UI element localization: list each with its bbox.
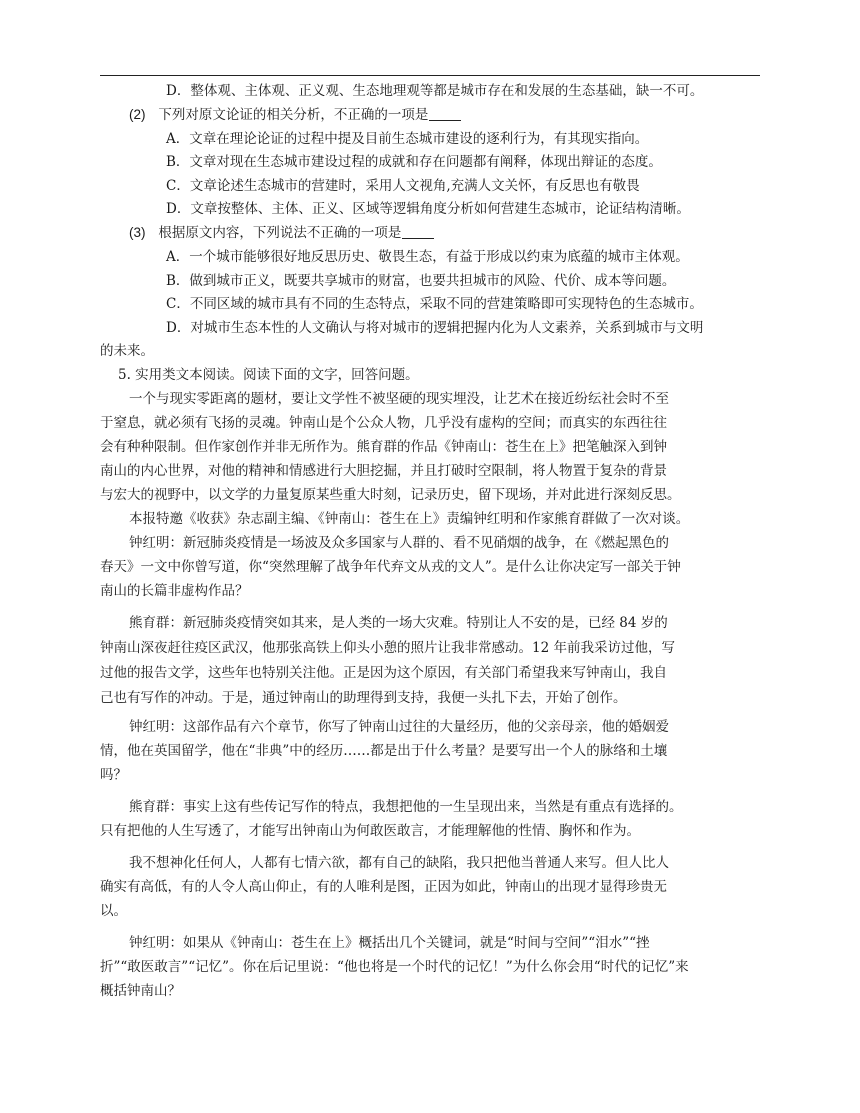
question-2-number: (2)	[129, 107, 146, 122]
section-5-heading: 5. 实用类文本阅读。阅读下面的文字，回答问题。	[118, 367, 419, 383]
question-3-number: (3)	[129, 225, 146, 240]
paragraph-line: 熊育群：新冠肺炎疫情突如其来，是人类的一场大灾难。特别让人不安的是，已经 84 岁的	[129, 615, 668, 631]
question-3-stem: 根据原文内容，下列说法不正确的一项是	[158, 225, 402, 241]
answer-blank	[402, 224, 434, 239]
paragraph-line: 折”“敢医敢言”“记忆”。你在后记里说：“他也将是一个时代的记忆！”为什么你会用“时代的记忆”来	[100, 959, 689, 975]
paragraph-line: 确实有高低，有的人令人高山仰止，有的人唯利是图，正因为如此，钟南山的出现才显得珍贵无	[100, 879, 667, 895]
paragraph-line: 概括钟南山？	[100, 983, 181, 999]
q1-option-d: D．整体观、主体观、正义观、生态地理观等都是城市存在和发展的生态基础，缺一不可。	[166, 83, 704, 99]
q2-option-a: A．文章在理论论证的过程中提及目前生态城市建设的逐利行为，有其现实指向。	[166, 131, 649, 147]
paragraph-line: 春天》一文中你曾写道，你“突然理解了战争年代弃文从戎的文人”。是什么让你决定写一部关于钟	[100, 559, 681, 575]
paragraph-line: 会有种种限制。但作家创作并非无所作为。熊育群的作品《钟南山：苍生在上》把笔触深入到钟	[100, 439, 667, 455]
paragraph-line: 南山的长篇非虚构作品？	[100, 583, 249, 599]
question-2	[129, 104, 461, 126]
q2-option-d: D．文章按整体、主体、正义、区域等逻辑角度分析如何营建生态城市，论证结构清晰。	[166, 201, 690, 217]
answer-blank	[429, 106, 461, 121]
paragraph-line: 钟红明：如果从《钟南山：苍生在上》概括出几个关键词，就是“时间与空间”“泪水”“挫	[129, 935, 650, 951]
q3-option-b: B．做到城市正义，既要共享城市的财富，也要共担城市的风险、代价、成本等问题。	[166, 273, 676, 289]
q3-option-d: D．对城市生态本性的人文确认与将对城市的逻辑把握内化为人文素养，关系到城市与文明	[166, 320, 704, 336]
paragraph-line: 熊育群：事实上这有些传记写作的特点，我想把他的一生呈现出来，当然是有重点有选择的。	[129, 799, 683, 815]
header-rule	[100, 75, 760, 76]
paragraph-line: 吗？	[100, 767, 127, 783]
paragraph-line: 钟红明：这部作品有六个章节，你写了钟南山过往的大量经历，他的父亲母亲，他的婚姻爱	[129, 719, 669, 735]
q2-option-b: B．文章对现在生态城市建设过程的成就和存在问题都有阐释，体现出辩证的态度。	[166, 154, 662, 170]
paragraph-line: 以。	[100, 903, 127, 919]
paragraph-line: 与宏大的视野中，以文学的力量复原某些重大时刻，记录历史，留下现场，并对此进行深刻反思。	[100, 487, 681, 503]
paragraph-line: 一个与现实零距离的题材，要让文学性不被坚硬的现实埋没，让艺术在接近纷纭社会时不至	[129, 391, 669, 407]
paragraph-line: 过他的报告文学，这些年也特别关注他。正是因为这个原因，有关部门希望我来写钟南山，我自	[100, 665, 667, 681]
q3-option-c: C．不同区域的城市具有不同的生态特点，采取不同的营建策略即可实现特色的生态城市。	[166, 296, 703, 312]
paragraph-line: 我不想神化任何人，人都有七情六欲，都有自己的缺陷，我只把他当普通人来写。但人比人	[129, 855, 669, 871]
paragraph-line: 于窒息，就必须有飞扬的灵魂。钟南山是个公众人物，几乎没有虚构的空间；而真实的东西往往	[100, 415, 667, 431]
q2-option-c: C．文章论述生态城市的营建时，采用人文视角,充满人文关怀，有反思也有敬畏	[166, 178, 640, 194]
question-2-stem: 下列对原文论证的相关分析，不正确的一项是	[158, 107, 429, 123]
paragraph-line: 情，他在英国留学，他在“非典”中的经历……都是出于什么考量？是要写出一个人的脉络和土壤	[100, 743, 668, 759]
paragraph-line: 钟红明：新冠肺炎疫情是一场波及众多国家与人群的、看不见硝烟的战争，在《燃起黑色的	[129, 535, 669, 551]
paragraph-line: 南山的内心世界，对他的精神和情感进行大胆挖掘，并且打破时空限制，将人物置于复杂的背景	[100, 463, 667, 479]
question-3	[129, 222, 434, 244]
paragraph-line: 钟南山深夜赶往疫区武汉，他那张高铁上仰头小憩的照片让我非常感动。12 年前我采访过他，写	[100, 640, 675, 656]
q3-option-d-cont: 的未来。	[100, 343, 154, 359]
q3-option-a: A．一个城市能够很好地反思历史、敬畏生态，有益于形成以约束为底蕴的城市主体观。	[166, 249, 689, 265]
paragraph-line: 己也有写作的冲动。于是，通过钟南山的助理得到支持，我便一头扎下去，开始了创作。	[100, 690, 627, 706]
paragraph-line: 只有把他的人生写透了，才能写出钟南山为何敢医敢言，才能理解他的性情、胸怀和作为。	[100, 823, 640, 839]
paragraph-line: 本报特邀《收获》杂志副主编、《钟南山：苍生在上》责编钟红明和作家熊育群做了一次对谈。	[129, 511, 690, 527]
